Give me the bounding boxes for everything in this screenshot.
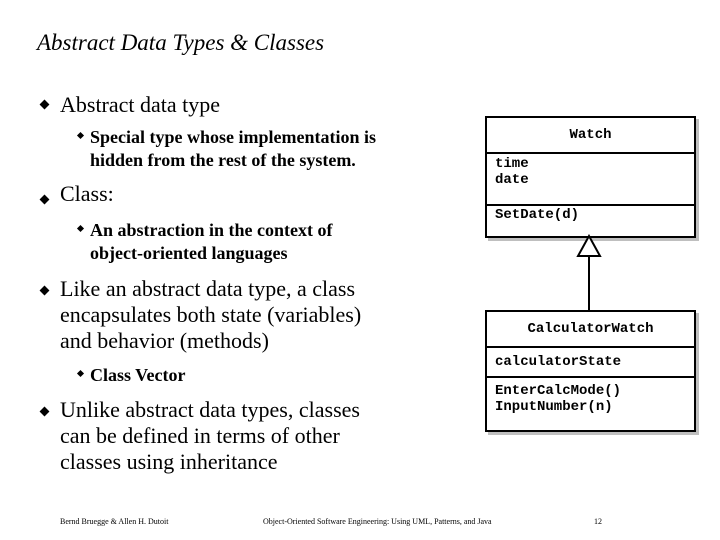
bullet-line: can be defined in terms of other [60,423,340,448]
uml-operations [487,376,694,415]
inheritance-triangle-icon [578,236,600,256]
uml-attribute: date [495,172,529,188]
bullet-diamond-icon [40,195,50,205]
uml-operation: SetDate(d) [495,207,580,223]
slide-title: Abstract Data Types & Classes [37,30,325,55]
uml-attribute: time [495,156,529,172]
uml-class-name: CalculatorWatch [527,321,654,337]
uml-class-watch [485,116,696,238]
uml-operation: EnterCalcMode() [495,383,622,399]
bullet-diamond-icon [40,407,50,417]
bullet-line: and behavior (methods) [60,328,269,353]
sub-bullet-special-type [90,126,376,172]
bullet-unlike-adt [60,397,360,475]
uml-attribute: calculatorState [495,354,622,370]
uml-attributes [487,346,694,376]
bullet-diamond-icon [40,286,50,296]
uml-class-calculator-watch [485,310,696,432]
uml-operations [487,204,694,223]
uml-attributes [487,152,694,204]
bullet-line: classes using inheritance [60,449,278,474]
footer-authors: Bernd Bruegge & Allen H. Dutoit [60,517,169,526]
sub-bullet-dot-icon [77,225,84,232]
inheritance-arrow [570,234,610,314]
sub-bullet-line: Class Vector [90,365,186,385]
footer-book-title: Object-Oriented Software Engineering: Using UML, Patterns, and Java [263,517,492,526]
uml-operation: InputNumber(n) [495,399,613,415]
sub-bullet-dot-icon [77,370,84,377]
uml-class-name: Watch [569,127,612,143]
sub-bullet-line: hidden from the rest of the system. [90,150,356,170]
footer-page-number: 12 [594,517,602,526]
bullet-line: Unlike abstract data types, classes [60,397,360,422]
sub-bullet-line: object-oriented languages [90,243,288,263]
sub-bullet-line: An abstraction in the context of [90,220,333,240]
bullet-line: Like an abstract data type, a class [60,276,356,301]
sub-bullet-line: Special type whose implementation is [90,127,376,147]
sub-bullet-abstraction [90,219,332,265]
bullet-class: Class: [60,181,114,206]
sub-bullet-class-vector [90,364,186,387]
bullet-line: encapsulates both state (variables) [60,302,362,327]
bullet-diamond-icon [40,100,50,110]
sub-bullet-dot-icon [77,132,84,139]
bullet-abstract-data-type: Abstract data type [60,92,221,117]
bullet-like-adt [60,276,361,354]
